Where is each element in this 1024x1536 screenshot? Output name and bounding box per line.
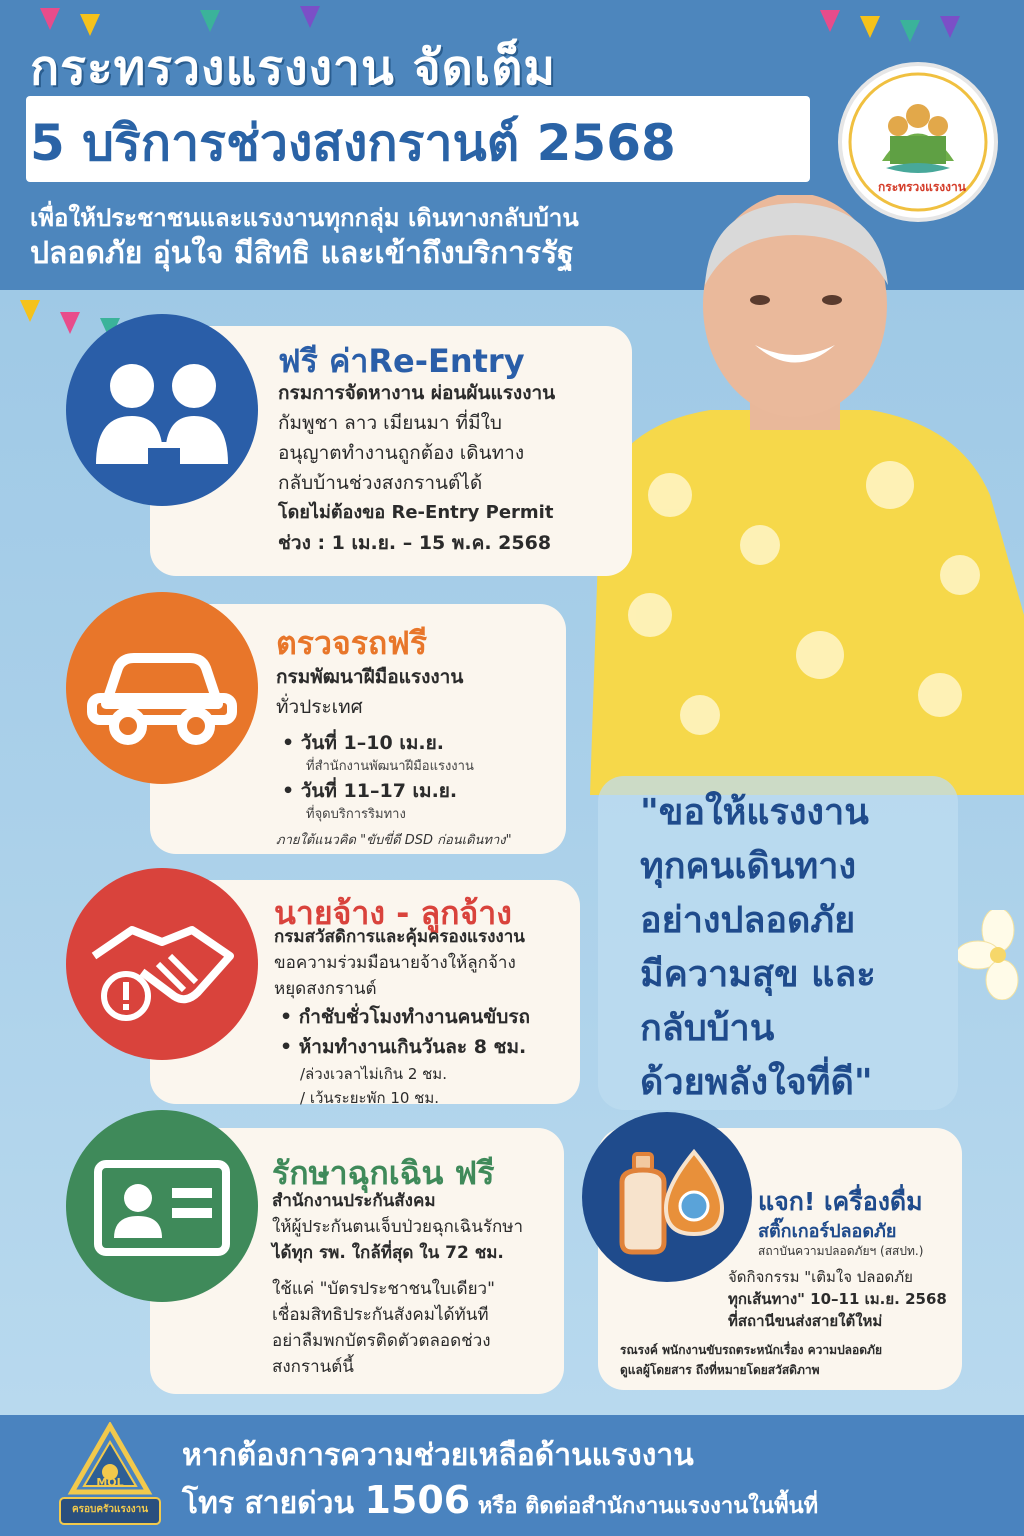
drinks-icon-circle (582, 1112, 752, 1282)
logo-abbr: MOL (96, 1476, 124, 1489)
drinks-campaign-line: ดูแลผู้โดยสาร ถึงที่หมายโดยสวัสดิภาพ (620, 1363, 820, 1377)
hotline-number[interactable]: 1506 (364, 1478, 471, 1522)
reentry-line: กัมพูชา ลาว เมียนมา ที่มีใบ (278, 412, 502, 434)
quote-line: ด้วยพลังใจที่ดี" (640, 1062, 873, 1103)
page-title-line2: 5 บริการช่วงสงกรานต์ 2568 (30, 114, 676, 172)
employer-note: / เว้นระยะพัก 10 ชม. (300, 1089, 440, 1107)
car-check-line: กรมพัฒนาฝีมือแรงงาน (276, 666, 464, 688)
seal-text: กระทรวงแรงงาน (878, 180, 966, 194)
drinks-campaign (620, 1340, 962, 1380)
drinks-title: แจก! เครื่องดื่ม (758, 1187, 923, 1216)
drinks-subtitle: สติ๊กเกอร์ปลอดภัย (758, 1221, 897, 1242)
minister-quote (640, 786, 970, 1110)
emergency-line: ให้ผู้ประกันตนเจ็บป่วยฉุกเฉินรักษา (272, 1217, 524, 1237)
reentry-line: กรมการจัดหางาน ผ่อนผันแรงงาน (278, 382, 556, 404)
people-meeting-icon (66, 314, 258, 506)
employer-icon-circle (66, 868, 258, 1060)
quote-line: กลับบ้าน (640, 1008, 775, 1049)
employer-line: หยุดสงกรานต์ (274, 979, 377, 999)
emergency-icon-circle (66, 1110, 258, 1302)
employer-description (274, 924, 574, 1110)
quote-line: มีความสุข และ (640, 954, 876, 995)
emergency-line: ได้ทุก รพ. ใกล้ที่สุด ใน 72 ชม. (272, 1243, 504, 1263)
logo-caption: ครอบครัวแรงงาน (71, 1504, 149, 1515)
reentry-description (278, 378, 628, 558)
bottle-sticker-icon (582, 1112, 752, 1282)
employer-bullet: • กำชับชั่วโมงทำงานคนขับรถ (280, 1006, 531, 1028)
car-check-description (276, 662, 566, 856)
drinks-line: ทุกเส้นทาง" 10–11 เม.ย. 2568 (728, 1290, 947, 1308)
reentry-period: ช่วง : 1 เม.ย. – 15 พ.ค. 2568 (278, 532, 552, 554)
drinks-org: สถาบันความปลอดภัยฯ (สสปท.) (758, 1244, 924, 1258)
car-check-line: ทั่วประเทศ (276, 696, 363, 718)
footer-help-text: หากต้องการความช่วยเหลือด้านแรงงาน (182, 1438, 694, 1473)
drinks-campaign-line: รณรงค์ พนักงานขับรถตระหนักเรื่อง ความปลอดภัย (620, 1343, 882, 1357)
emergency-description (272, 1188, 562, 1380)
reentry-line: กลับบ้านช่วงสงกรานต์ได้ (278, 472, 483, 494)
quote-line: ทุกคนเดินทาง (640, 846, 857, 887)
emergency-line: ใช้แค่ "บัตรประชาชนใบเดียว" (272, 1279, 495, 1299)
reentry-line: โดยไม่ต้องขอ Re-Entry Permit (278, 502, 554, 523)
handshake-warning-icon (66, 868, 258, 1060)
drinks-line: ที่สถานีขนส่งสายใต้ใหม่ (728, 1312, 883, 1330)
subtitle-line2: ปลอดภัย อุ่นใจ มีสิทธิ และเข้าถึงบริการรัฐ (30, 236, 574, 271)
reentry-line: อนุญาตทำงานถูกต้อง เดินทาง (278, 442, 525, 464)
emergency-title: รักษาฉุกเฉิน ฟรี (272, 1154, 495, 1192)
subtitle-line1: เพื่อให้ประชาชนและแรงงานทุกกลุ่ม เดินทางกลับบ้าน (30, 204, 579, 232)
car-check-slogan: ภายใต้แนวคิด "ขับขี่ดี DSD ก่อนเดินทาง" (276, 833, 512, 848)
footer-hotline (182, 1478, 818, 1527)
hotline-alternative: หรือ ติดต่อสำนักงานแรงงานในพื้นที่ (470, 1494, 819, 1519)
frangipani-flower-decoration (958, 910, 1022, 1000)
car-icon (66, 592, 258, 784)
employer-note: /ล่วงเวลาไม่เกิน 2 ชม. (300, 1065, 447, 1083)
car-check-note: ที่สำนักงานพัฒนาฝีมือแรงงาน (306, 759, 474, 774)
car-check-bullet: • วันที่ 11–17 เม.ย. (282, 780, 458, 802)
page-title-line1: กระทรวงแรงงาน จัดเต็ม (30, 40, 557, 96)
reentry-title: ฟรี ค่าRe-Entry (278, 342, 525, 380)
employer-bullet: • ห้ามทำงานเกินวันละ 8 ชม. (280, 1036, 527, 1058)
car-check-title: ตรวจรถฟรี (276, 624, 428, 662)
id-card-icon (66, 1110, 258, 1302)
emergency-line: สงกรานต์นี้ (272, 1357, 354, 1377)
employer-title: นายจ้าง - ลูกจ้าง (274, 894, 512, 932)
quote-line: อย่างปลอดภัย (640, 900, 856, 941)
hotline-label: โทร สายด่วน (182, 1486, 365, 1521)
drinks-description (728, 1266, 960, 1332)
car-check-bullet: • วันที่ 1–10 เม.ย. (282, 732, 444, 754)
employer-line: ขอความร่วมมือนายจ้างให้ลูกจ้าง (274, 953, 516, 973)
quote-line: "ขอให้แรงงาน (640, 792, 869, 833)
car-check-icon-circle (66, 592, 258, 784)
car-check-note: ที่จุดบริการริมทาง (306, 807, 406, 822)
drinks-line: จัดกิจกรรม "เติมใจ ปลอดภัย (728, 1268, 913, 1286)
emergency-line: สำนักงานประกันสังคม (272, 1191, 436, 1211)
employer-line: กรมสวัสดิการและคุ้มครองแรงงาน (274, 927, 525, 947)
emergency-line: เชื่อมสิทธิประกันสังคมได้ทันที (272, 1305, 489, 1325)
reentry-icon-circle (66, 314, 258, 506)
emergency-line: อย่าลืมพกบัตรติดตัวตลอดช่วง (272, 1331, 491, 1351)
